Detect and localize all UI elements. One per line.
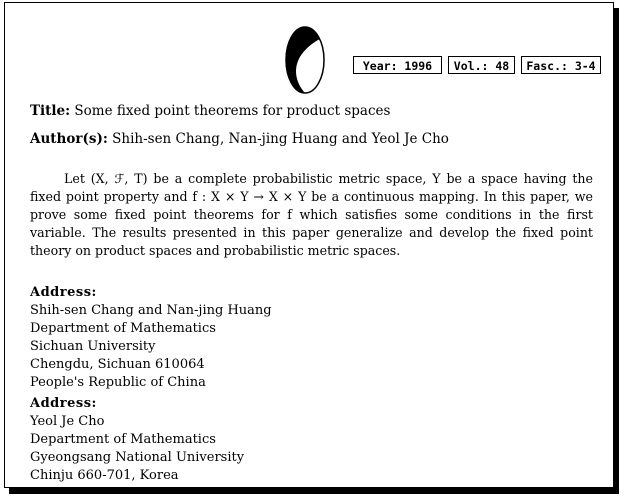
address-line: Shih-sen Chang and Nan-jing Huang	[30, 303, 272, 318]
journal-logo-icon	[284, 25, 326, 95]
address-line: Department of Mathematics	[30, 432, 216, 447]
article-title: Some fixed point theorems for product spaces	[74, 103, 391, 119]
address-block	[30, 284, 272, 392]
address-label: Address:	[30, 396, 97, 411]
address-line: Chinju 660-701, Korea	[30, 468, 179, 483]
year-badge: Year: 1996	[353, 56, 442, 74]
address-line: Chengdu, Sichuan 610064	[30, 357, 205, 372]
title-label: Title:	[30, 103, 71, 119]
address-line: People's Republic of China	[30, 375, 206, 390]
address-label: Address:	[30, 285, 97, 300]
fascicle-badge: Fasc.: 3-4	[521, 56, 601, 74]
address-block	[30, 395, 244, 485]
authors-row	[30, 131, 449, 147]
address-line: Gyeongsang National University	[30, 450, 245, 465]
address-line: Yeol Je Cho	[30, 414, 105, 429]
address-line: Department of Mathematics	[30, 321, 216, 336]
abstract-text: Let (X, ℱ, T) be a complete probabilistic metric space, Y be a space having the fixed point property and f : X × Y → X × Y be a continuous mapping. In this paper, we prove some fixed point theorems for f which satisfies some conditions in the first variable. The results presented in this paper generalize and develop the fixed point theory on product spaces and probabilistic metric spaces.	[30, 171, 593, 258]
authors-label: Author(s):	[30, 131, 108, 147]
address-line: Sichuan University	[30, 339, 156, 354]
volume-badge: Vol.: 48	[448, 56, 515, 74]
article-card	[4, 2, 614, 488]
authors-text: Shih-sen Chang, Nan-jing Huang and Yeol Je Cho	[112, 131, 449, 147]
title-row	[30, 103, 390, 119]
